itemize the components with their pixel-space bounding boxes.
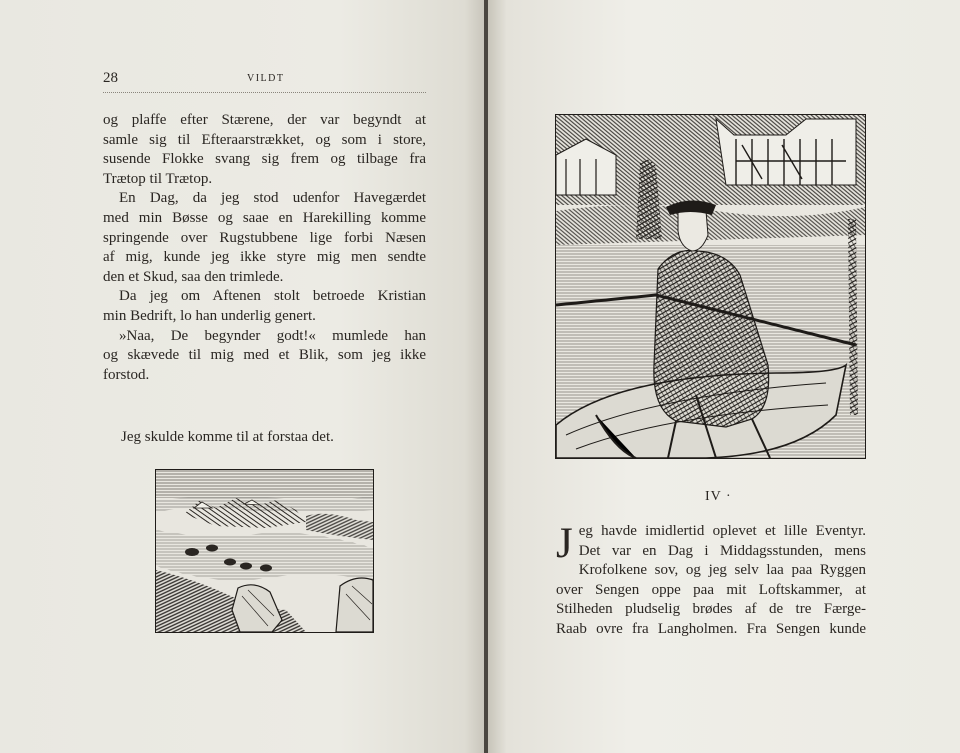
text-line: over Sengen oppe paa mit Loftskammer, at <box>556 581 866 598</box>
chapter-number: IV · <box>705 489 732 504</box>
text-line: af mig, kunde jeg ikke styre mig men sendte <box>103 249 426 266</box>
text-line: forstod. <box>103 366 150 383</box>
text-line: Det var en Dag i Middagsstunden, mens <box>578 542 866 559</box>
text-line: Trætop til Trætop. <box>103 170 213 187</box>
text-line: med min Bøsse og saae en Harekilling komme <box>103 209 426 226</box>
text-line: samle sig til Efteraarstrækket, og som i store, <box>103 131 426 148</box>
text-line: min Bedrift, lo han underlig genert. <box>103 307 316 324</box>
text-line: Krofolkene sov, og jeg selv laa paa Ryggen <box>578 562 866 579</box>
text-line: Da jeg om Aftenen stolt betroede Kristian <box>119 288 426 305</box>
text-line: og skævede til mig med et Blik, som jeg ikke <box>103 347 426 364</box>
text-line: den et Skud, saa den trimlede. <box>103 268 284 285</box>
text-line: »Naa, De begynder godt!« mumlede han <box>119 327 426 344</box>
drop-cap: J <box>556 520 573 567</box>
right-body-text <box>556 522 866 640</box>
text-line: Raab ovre fra Langholmen. Fra Sengen kunde <box>556 620 866 637</box>
page-number: 28 <box>103 70 118 86</box>
text-line: En Dag, da jeg stod udenfor Havegærdet <box>119 190 426 207</box>
rocks-sea-illustration <box>155 469 374 633</box>
left-body-text <box>103 111 426 385</box>
text-line: Stilheden pludselig brødes af de tre Færge- <box>556 601 866 618</box>
text-line: og plaffe efter Stærene, der var begyndt at <box>103 112 426 128</box>
text-line: springende over Rugstubbene lige forbi Næsen <box>103 229 426 246</box>
closing-line: Jeg skulde komme til at forstaa det. <box>121 429 334 445</box>
running-title: VILDT <box>247 73 285 84</box>
man-in-boat-illustration <box>555 114 866 459</box>
text-line: susende Flokke svang sig frem og tilbage fra <box>103 151 426 168</box>
text-line: eg havde imidlertid oplevet et lille Eventyr. <box>578 523 866 539</box>
running-head <box>103 70 426 93</box>
